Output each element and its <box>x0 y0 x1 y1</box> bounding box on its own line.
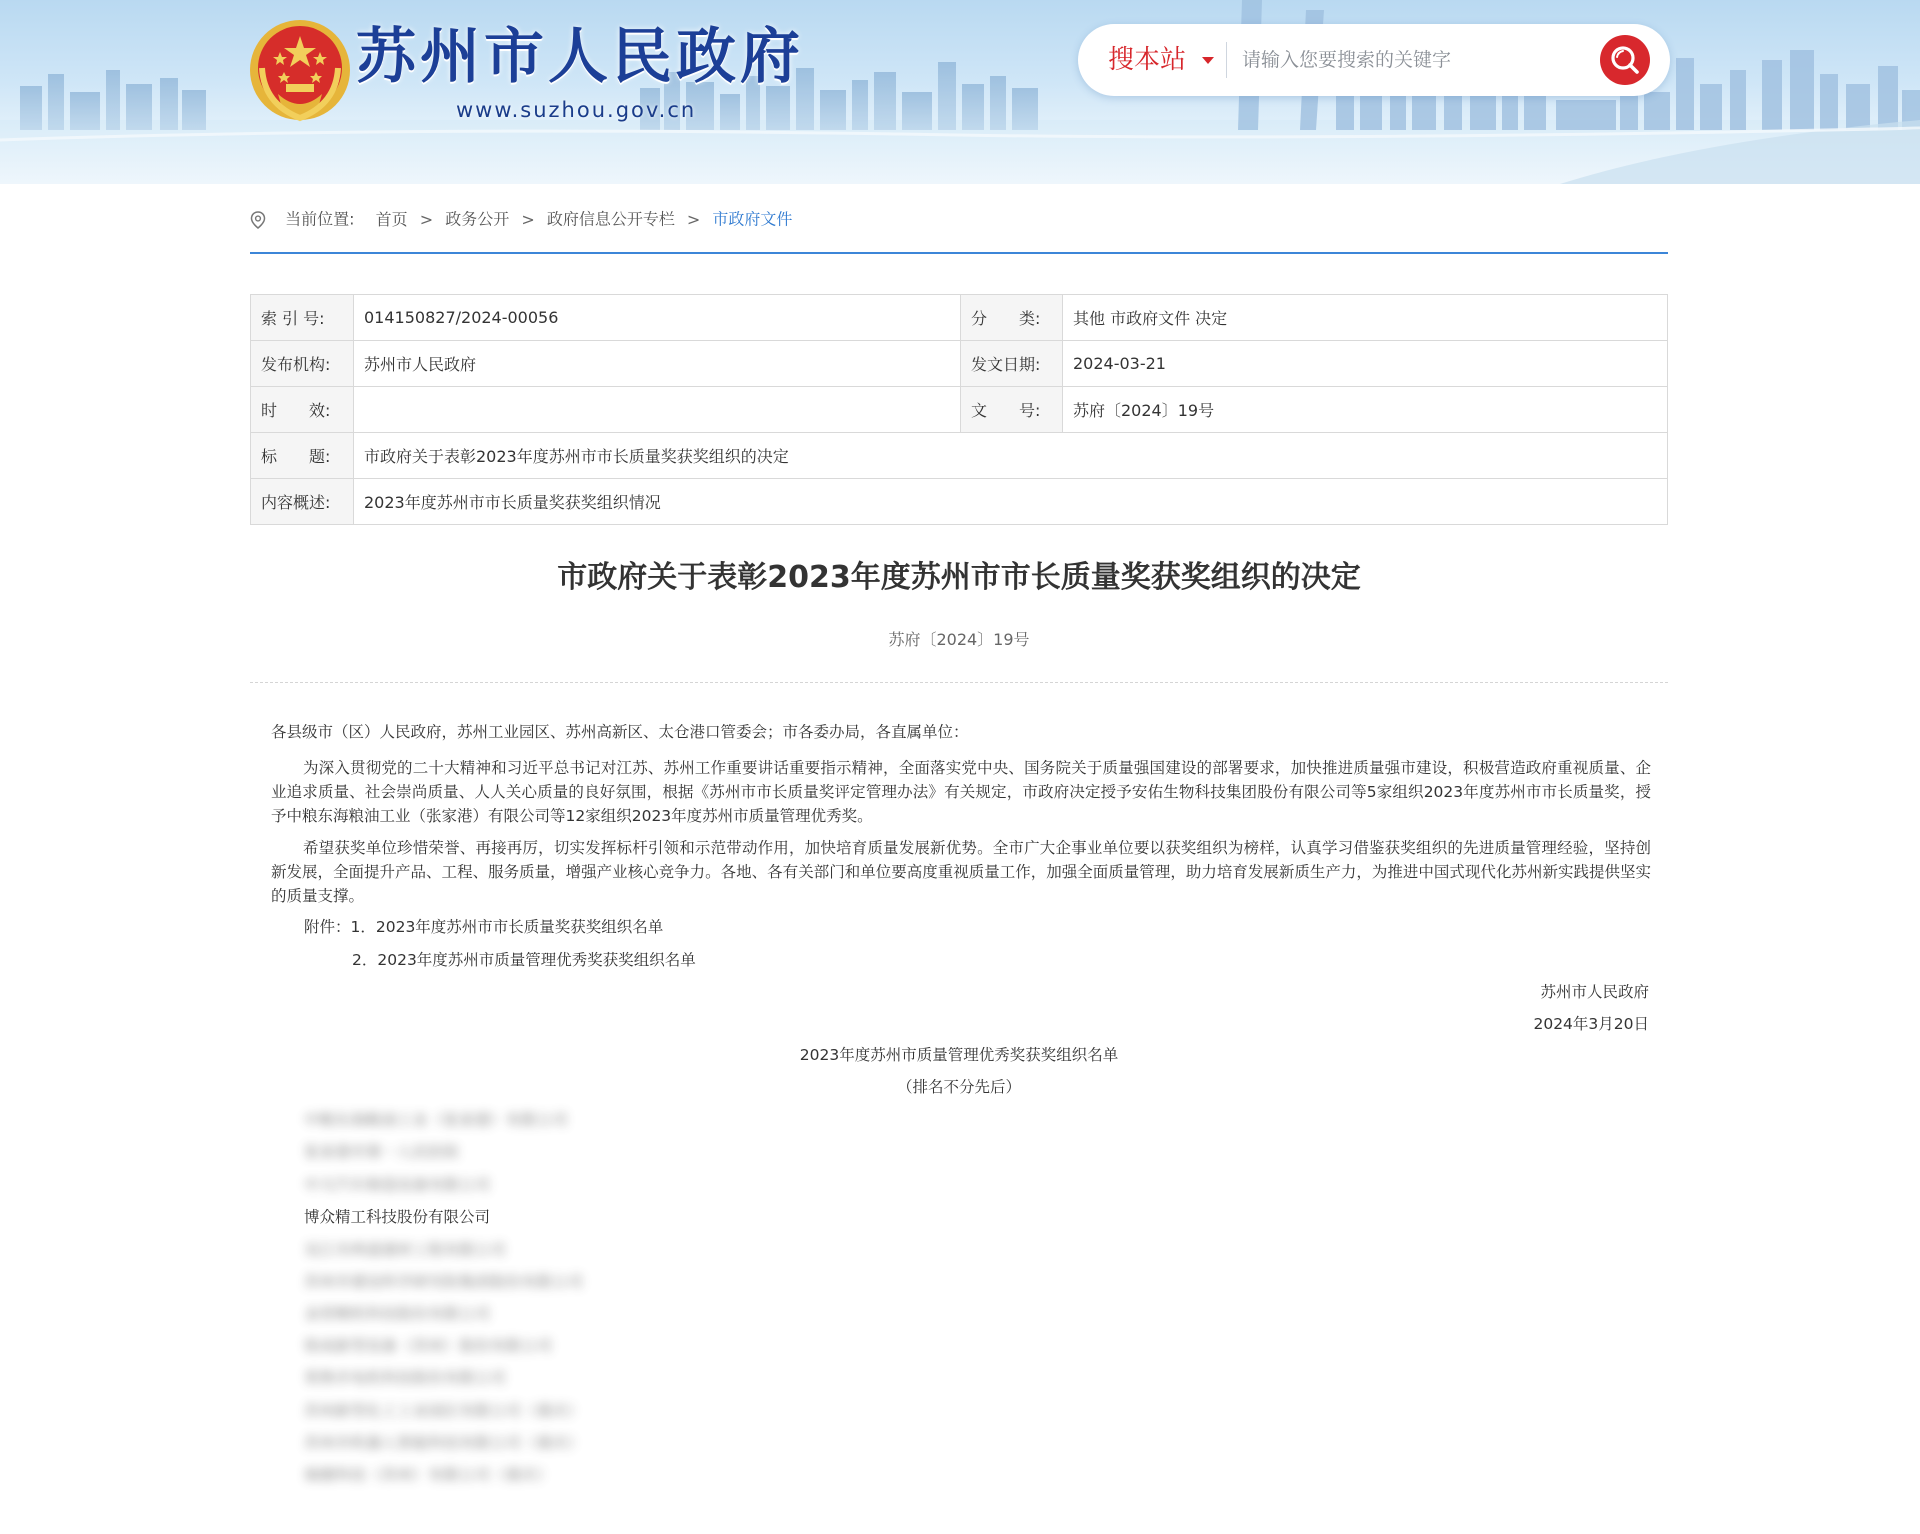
index-no-value: 014150827/2024-00056 <box>354 295 961 341</box>
article-divider <box>250 682 1668 683</box>
title-label: 标 题: <box>251 433 354 479</box>
list-item: 吴江市两道建材工程有限公司 <box>304 1241 506 1259</box>
table-row <box>251 341 1668 387</box>
search-divider <box>1226 42 1227 78</box>
article-doc-number: 苏府〔2024〕19号 <box>888 630 1030 649</box>
list-item: 苏州新型化工工业园区有限公司（重庆） <box>304 1402 584 1420</box>
site-header-banner <box>0 0 1920 184</box>
search-button[interactable] <box>1600 35 1650 85</box>
search-box <box>1078 24 1670 96</box>
list-item: 张家港市第一人民医院 <box>304 1143 460 1161</box>
breadcrumb <box>250 206 792 232</box>
list-item: 苏州市建设科学研究院集团股份有限公司 <box>304 1273 584 1291</box>
attachment-item-2[interactable]: 2．2023年度苏州市质量管理优秀奖获奖组织名单 <box>352 951 696 969</box>
list-item: 金营精机科技股份有限公司 <box>304 1305 491 1323</box>
list-item: 博众精工科技股份有限公司 <box>304 1208 491 1226</box>
list-item: 中粮东海粮油工业（张家港）有限公司 <box>304 1111 568 1129</box>
list-item: 苏州市机器人智能科技有限公司（重庆） <box>304 1434 584 1452</box>
search-scope-dropdown[interactable]: 搜本站 <box>1108 45 1187 75</box>
location-pin-icon <box>250 211 266 229</box>
award-list-note: （排名不分先后） <box>896 1078 1021 1096</box>
signature-organization: 苏州市人民政府 <box>1540 983 1649 1001</box>
document-meta-table <box>250 294 1668 525</box>
attachment-item-1[interactable]: 附件：1．2023年度苏州市市长质量奖获奖组织名单 <box>304 918 664 936</box>
summary-label: 内容概述: <box>251 479 354 525</box>
title-value: 市政府关于表彰2023年度苏州市市长质量奖获奖组织的决定 <box>354 433 1668 479</box>
signature-date: 2024年3月20日 <box>1533 1015 1649 1033</box>
table-row <box>251 295 1668 341</box>
breadcrumb-separator: > <box>686 209 701 229</box>
index-no-label: 索 引 号: <box>251 295 354 341</box>
validity-label: 时 效: <box>251 387 354 433</box>
site-title: 苏州市人民政府 <box>356 22 804 92</box>
list-item: 中天汽车制造设备有限公司 <box>304 1176 491 1194</box>
table-row <box>251 387 1668 433</box>
validity-value <box>354 387 961 433</box>
search-input[interactable] <box>1242 40 1592 80</box>
breadcrumb-separator: > <box>521 209 535 229</box>
category-value: 其他 市政府文件 决定 <box>1063 295 1668 341</box>
article-paragraph-2: 希望获奖单位珍惜荣誉、再接再厉，切实发挥标杆引领和示范带动作用，加快培育质量发展新优势。全市广大企事业单位要以获奖组织为榜样，认真学习借鉴获奖组织的先进质量管理经验，坚持创新发展，全面提升产品、工程、服务质量，增强产业核心竞争力。各地、各有关部门和单位要高度重视质量工作，加强全面质量管理，助力培育发展新质生产力，为推进中国式现代化苏州新实践提供坚实的质量支撑。 <box>271 839 1651 905</box>
breadcrumb-item-info-column[interactable]: 政府信息公开专栏 <box>546 209 675 229</box>
search-icon <box>1600 35 1650 85</box>
doc-no-label: 文 号: <box>961 387 1063 433</box>
site-url[interactable]: www.suzhou.gov.cn <box>456 98 697 122</box>
breadcrumb-separator: > <box>419 209 434 229</box>
summary-value: 2023年度苏州市市长质量奖获奖组织情况 <box>354 479 1668 525</box>
list-item: 瑞德科技（苏州）有限公司（重庆） <box>304 1466 553 1484</box>
caret-down-icon[interactable] <box>1202 57 1214 64</box>
breadcrumb-item-gov-affairs[interactable]: 政务公开 <box>445 209 510 229</box>
article-title: 市政府关于表彰2023年度苏州市市长质量奖获奖组织的决定 <box>557 560 1361 595</box>
issuer-label: 发布机构: <box>251 341 354 387</box>
breadcrumb-item-current[interactable]: 市政府文件 <box>712 209 793 229</box>
issuer-value: 苏州市人民政府 <box>354 341 961 387</box>
list-item: 铭成新型设备（苏州）股份有限公司 <box>304 1337 553 1355</box>
breadcrumb-divider <box>250 252 1668 254</box>
table-row <box>251 433 1668 479</box>
national-emblem-logo <box>248 18 352 126</box>
table-row <box>251 479 1668 525</box>
breadcrumb-prefix: 当前位置: <box>285 209 355 229</box>
date-value: 2024-03-21 <box>1063 341 1668 387</box>
doc-no-value: 苏府〔2024〕19号 <box>1063 387 1668 433</box>
article-paragraph-1: 为深入贯彻党的二十大精神和习近平总书记对江苏、苏州工作重要讲话重要指示精神，全面落实党中央、国务院关于质量强国建设的部署要求，加快推进质量强市建设，积极营造政府重视质量、企业追求质量、社会崇尚质量、人人关心质量的良好氛围，根据《苏州市市长质量奖评定管理办法》有关规定，市政府决定授予安佑生物科技集团股份有限公司等5家组织2023年度苏州市市长质量奖，授予中粮东海粮油工业（张家港）有限公司等12家组织2023年度苏州市质量管理优秀奖。 <box>271 759 1651 825</box>
date-label: 发文日期: <box>961 341 1063 387</box>
list-item: 常熟市电机科技股份有限公司 <box>304 1369 506 1387</box>
article-recipient: 各县级市（区）人民政府，苏州工业园区、苏州高新区、太仓港口管委会；市各委办局，各直属单位： <box>271 723 969 741</box>
award-list-title: 2023年度苏州市质量管理优秀奖获奖组织名单 <box>799 1046 1119 1064</box>
category-label: 分 类: <box>961 295 1063 341</box>
breadcrumb-item-home[interactable]: 首页 <box>375 209 408 229</box>
